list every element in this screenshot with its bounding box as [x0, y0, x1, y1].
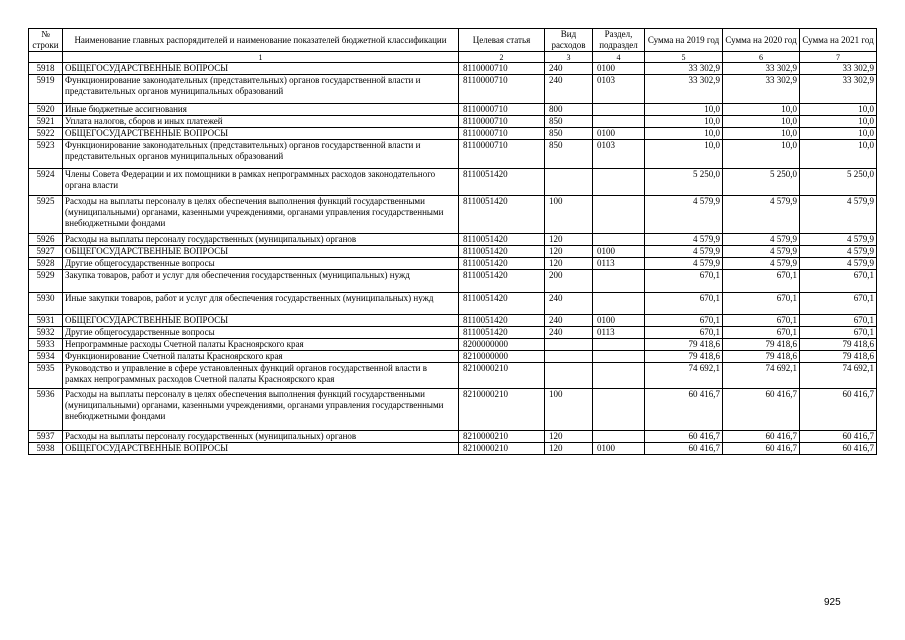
sum-2020: 4 579,9 — [723, 196, 800, 234]
header-row-number: № строки — [29, 29, 63, 52]
item-name: ОБЩЕГОСУДАРСТВЕННЫЕ ВОПРОСЫ — [63, 246, 459, 258]
sum-2020: 74 692,1 — [723, 363, 800, 389]
sum-2020: 33 302,9 — [723, 75, 800, 104]
item-name: Функционирование Счетной палаты Красноярского края — [63, 351, 459, 363]
table-row — [29, 63, 877, 75]
sum-2021: 670,1 — [800, 327, 877, 339]
sum-2019: 670,1 — [645, 293, 723, 315]
target-article: 8110051420 — [459, 258, 545, 270]
section-code — [593, 270, 645, 293]
section-code: 0103 — [593, 75, 645, 104]
sum-2021: 10,0 — [800, 140, 877, 169]
expense-type: 120 — [545, 234, 593, 246]
row-number: 5933 — [29, 339, 63, 351]
table-row — [29, 104, 877, 116]
sum-2019: 74 692,1 — [645, 363, 723, 389]
sum-2019: 33 302,9 — [645, 63, 723, 75]
expense-type: 850 — [545, 128, 593, 140]
item-name: Функционирование законодательных (представительных) органов государственной власти и представительных органов муниципальных образований — [63, 140, 459, 169]
column-number: 6 — [723, 52, 800, 63]
sum-2021: 74 692,1 — [800, 363, 877, 389]
table-row — [29, 234, 877, 246]
expense-type: 240 — [545, 315, 593, 327]
section-code — [593, 293, 645, 315]
sum-2020: 10,0 — [723, 116, 800, 128]
target-article: 8110000710 — [459, 140, 545, 169]
sum-2021: 79 418,6 — [800, 339, 877, 351]
column-number: 1 — [63, 52, 459, 63]
table-row — [29, 389, 877, 431]
target-article: 8110051420 — [459, 246, 545, 258]
table-row — [29, 196, 877, 234]
item-name: Закупка товаров, работ и услуг для обеспечения государственных (муниципальных) нужд — [63, 270, 459, 293]
item-name: Непрограммные расходы Счетной палаты Красноярского края — [63, 339, 459, 351]
expense-type: 120 — [545, 258, 593, 270]
sum-2019: 60 416,7 — [645, 431, 723, 443]
target-article: 8110051420 — [459, 169, 545, 196]
row-number: 5918 — [29, 63, 63, 75]
row-number: 5922 — [29, 128, 63, 140]
expense-type: 850 — [545, 140, 593, 169]
sum-2020: 10,0 — [723, 104, 800, 116]
sum-2021: 670,1 — [800, 315, 877, 327]
table-row — [29, 128, 877, 140]
column-number: 5 — [645, 52, 723, 63]
item-name: Функционирование законодательных (представительных) органов государственной власти и представительных органов муниципальных образований — [63, 75, 459, 104]
section-code — [593, 234, 645, 246]
table-row — [29, 258, 877, 270]
row-number: 5937 — [29, 431, 63, 443]
target-article: 8210000000 — [459, 351, 545, 363]
row-number: 5931 — [29, 315, 63, 327]
row-number: 5921 — [29, 116, 63, 128]
item-name: ОБЩЕГОСУДАРСТВЕННЫЕ ВОПРОСЫ — [63, 315, 459, 327]
header-row — [29, 29, 877, 52]
section-code — [593, 363, 645, 389]
section-code — [593, 351, 645, 363]
sum-2021: 33 302,9 — [800, 75, 877, 104]
expense-type: 200 — [545, 270, 593, 293]
target-article: 8110051420 — [459, 315, 545, 327]
item-name: Уплата налогов, сборов и иных платежей — [63, 116, 459, 128]
section-code: 0113 — [593, 258, 645, 270]
row-number: 5934 — [29, 351, 63, 363]
row-number: 5928 — [29, 258, 63, 270]
page-number: 925 — [824, 597, 841, 608]
section-code — [593, 196, 645, 234]
item-name: Иные закупки товаров, работ и услуг для обеспечения государственных (муниципальных) нужд — [63, 293, 459, 315]
sum-2020: 670,1 — [723, 270, 800, 293]
sum-2020: 5 250,0 — [723, 169, 800, 196]
sum-2019: 79 418,6 — [645, 339, 723, 351]
sum-2020: 10,0 — [723, 128, 800, 140]
sum-2021: 4 579,9 — [800, 234, 877, 246]
table-row — [29, 363, 877, 389]
section-code: 0100 — [593, 315, 645, 327]
target-article: 8110051420 — [459, 270, 545, 293]
sum-2019: 10,0 — [645, 128, 723, 140]
expense-type — [545, 339, 593, 351]
header-section: Раздел, подраздел — [593, 29, 645, 52]
section-code: 0103 — [593, 140, 645, 169]
sum-2021: 10,0 — [800, 116, 877, 128]
column-number: 4 — [593, 52, 645, 63]
sum-2019: 79 418,6 — [645, 351, 723, 363]
expense-type: 240 — [545, 75, 593, 104]
table-row — [29, 431, 877, 443]
row-number: 5926 — [29, 234, 63, 246]
item-name: Расходы на выплаты персоналу государственных (муниципальных) органов — [63, 234, 459, 246]
item-name: Иные бюджетные ассигнования — [63, 104, 459, 116]
item-name: Руководство и управление в сфере установленных функций органов государственной власти в рамках непрограммных расходов Счетной палаты Красноярского края — [63, 363, 459, 389]
sum-2021: 79 418,6 — [800, 351, 877, 363]
table-row — [29, 140, 877, 169]
sum-2020: 670,1 — [723, 293, 800, 315]
expense-type: 800 — [545, 104, 593, 116]
table-body — [29, 63, 877, 455]
column-number-row — [29, 52, 877, 63]
header-sum-2020: Сумма на 2020 год — [723, 29, 800, 52]
budget-table — [28, 28, 877, 455]
sum-2019: 5 250,0 — [645, 169, 723, 196]
sum-2021: 670,1 — [800, 270, 877, 293]
item-name: ОБЩЕГОСУДАРСТВЕННЫЕ ВОПРОСЫ — [63, 63, 459, 75]
target-article: 8210000210 — [459, 363, 545, 389]
sum-2019: 4 579,9 — [645, 246, 723, 258]
sum-2020: 33 302,9 — [723, 63, 800, 75]
sum-2021: 5 250,0 — [800, 169, 877, 196]
section-code: 0100 — [593, 63, 645, 75]
expense-type — [545, 363, 593, 389]
sum-2021: 10,0 — [800, 128, 877, 140]
sum-2020: 670,1 — [723, 315, 800, 327]
header-sum-2019: Сумма на 2019 год — [645, 29, 723, 52]
expense-type: 240 — [545, 327, 593, 339]
sum-2019: 670,1 — [645, 327, 723, 339]
target-article: 8200000000 — [459, 339, 545, 351]
section-code — [593, 169, 645, 196]
sum-2020: 4 579,9 — [723, 234, 800, 246]
section-code — [593, 389, 645, 431]
expense-type: 100 — [545, 196, 593, 234]
item-name: Члены Совета Федерации и их помощники в рамках непрограммных расходов законодательного органа власти — [63, 169, 459, 196]
target-article: 8110051420 — [459, 327, 545, 339]
sum-2020: 60 416,7 — [723, 431, 800, 443]
header-expense-type: Вид расходов — [545, 29, 593, 52]
row-number: 5929 — [29, 270, 63, 293]
sum-2019: 4 579,9 — [645, 258, 723, 270]
sum-2020: 4 579,9 — [723, 246, 800, 258]
sum-2019: 60 416,7 — [645, 443, 723, 455]
table-row — [29, 339, 877, 351]
row-number: 5938 — [29, 443, 63, 455]
expense-type: 120 — [545, 246, 593, 258]
row-number: 5927 — [29, 246, 63, 258]
expense-type: 100 — [545, 389, 593, 431]
header-target-article: Целевая статья — [459, 29, 545, 52]
section-code — [593, 104, 645, 116]
column-number: 3 — [545, 52, 593, 63]
column-number: 2 — [459, 52, 545, 63]
table-row — [29, 315, 877, 327]
target-article: 8110000710 — [459, 116, 545, 128]
expense-type: 120 — [545, 431, 593, 443]
section-code: 0100 — [593, 246, 645, 258]
sum-2019: 4 579,9 — [645, 196, 723, 234]
sum-2019: 670,1 — [645, 315, 723, 327]
target-article: 8110000710 — [459, 104, 545, 116]
table-row — [29, 293, 877, 315]
sum-2020: 4 579,9 — [723, 258, 800, 270]
row-number: 5919 — [29, 75, 63, 104]
target-article: 8110051420 — [459, 293, 545, 315]
column-number: 7 — [800, 52, 877, 63]
target-article: 8110051420 — [459, 196, 545, 234]
sum-2019: 670,1 — [645, 270, 723, 293]
expense-type: 120 — [545, 443, 593, 455]
item-name: Расходы на выплаты персоналу в целях обеспечения выполнения функций государственными (муниципальными) органами, казенными учреждениями, органами управления государственными внебюджетными фондами — [63, 389, 459, 431]
table-row — [29, 443, 877, 455]
sum-2020: 79 418,6 — [723, 351, 800, 363]
sum-2021: 4 579,9 — [800, 196, 877, 234]
target-article: 8210000210 — [459, 443, 545, 455]
sum-2021: 60 416,7 — [800, 389, 877, 431]
table-row — [29, 327, 877, 339]
row-number: 5920 — [29, 104, 63, 116]
section-code — [593, 116, 645, 128]
header-sum-2021: Сумма на 2021 год — [800, 29, 877, 52]
section-code: 0100 — [593, 128, 645, 140]
section-code: 0100 — [593, 443, 645, 455]
item-name: Расходы на выплаты персоналу государственных (муниципальных) органов — [63, 431, 459, 443]
sum-2020: 79 418,6 — [723, 339, 800, 351]
sum-2020: 60 416,7 — [723, 389, 800, 431]
header-name: Наименование главных распорядителей и наименование показателей бюджетной классификации — [63, 29, 459, 52]
item-name: Другие общегосударственные вопросы — [63, 258, 459, 270]
sum-2021: 670,1 — [800, 293, 877, 315]
section-code — [593, 339, 645, 351]
expense-type: 240 — [545, 63, 593, 75]
item-name: Расходы на выплаты персоналу в целях обеспечения выполнения функций государственными (муниципальными) органами, казенными учреждениями, органами управления государственными внебюджетными фондами — [63, 196, 459, 234]
sum-2019: 10,0 — [645, 140, 723, 169]
sum-2021: 60 416,7 — [800, 431, 877, 443]
sum-2021: 4 579,9 — [800, 258, 877, 270]
table-row — [29, 116, 877, 128]
row-number: 5924 — [29, 169, 63, 196]
sum-2021: 60 416,7 — [800, 443, 877, 455]
row-number: 5923 — [29, 140, 63, 169]
sum-2019: 4 579,9 — [645, 234, 723, 246]
table-row — [29, 351, 877, 363]
sum-2019: 10,0 — [645, 104, 723, 116]
item-name: Другие общегосударственные вопросы — [63, 327, 459, 339]
sum-2021: 10,0 — [800, 104, 877, 116]
expense-type: 240 — [545, 293, 593, 315]
target-article: 8110000710 — [459, 63, 545, 75]
row-number: 5936 — [29, 389, 63, 431]
table-row — [29, 169, 877, 196]
table-row — [29, 75, 877, 104]
sum-2020: 670,1 — [723, 327, 800, 339]
item-name: ОБЩЕГОСУДАРСТВЕННЫЕ ВОПРОСЫ — [63, 443, 459, 455]
table-row — [29, 246, 877, 258]
target-article: 8210000210 — [459, 389, 545, 431]
sum-2020: 10,0 — [723, 140, 800, 169]
sum-2019: 33 302,9 — [645, 75, 723, 104]
table-row — [29, 270, 877, 293]
row-number: 5932 — [29, 327, 63, 339]
target-article: 8210000210 — [459, 431, 545, 443]
target-article: 8110000710 — [459, 128, 545, 140]
row-number: 5935 — [29, 363, 63, 389]
budget-document — [28, 28, 876, 455]
expense-type — [545, 351, 593, 363]
sum-2020: 60 416,7 — [723, 443, 800, 455]
item-name: ОБЩЕГОСУДАРСТВЕННЫЕ ВОПРОСЫ — [63, 128, 459, 140]
section-code — [593, 431, 645, 443]
row-number: 5930 — [29, 293, 63, 315]
sum-2021: 33 302,9 — [800, 63, 877, 75]
sum-2019: 10,0 — [645, 116, 723, 128]
expense-type — [545, 169, 593, 196]
expense-type: 850 — [545, 116, 593, 128]
target-article: 8110051420 — [459, 234, 545, 246]
sum-2019: 60 416,7 — [645, 389, 723, 431]
target-article: 8110000710 — [459, 75, 545, 104]
sum-2021: 4 579,9 — [800, 246, 877, 258]
section-code: 0113 — [593, 327, 645, 339]
column-number — [29, 52, 63, 63]
row-number: 5925 — [29, 196, 63, 234]
